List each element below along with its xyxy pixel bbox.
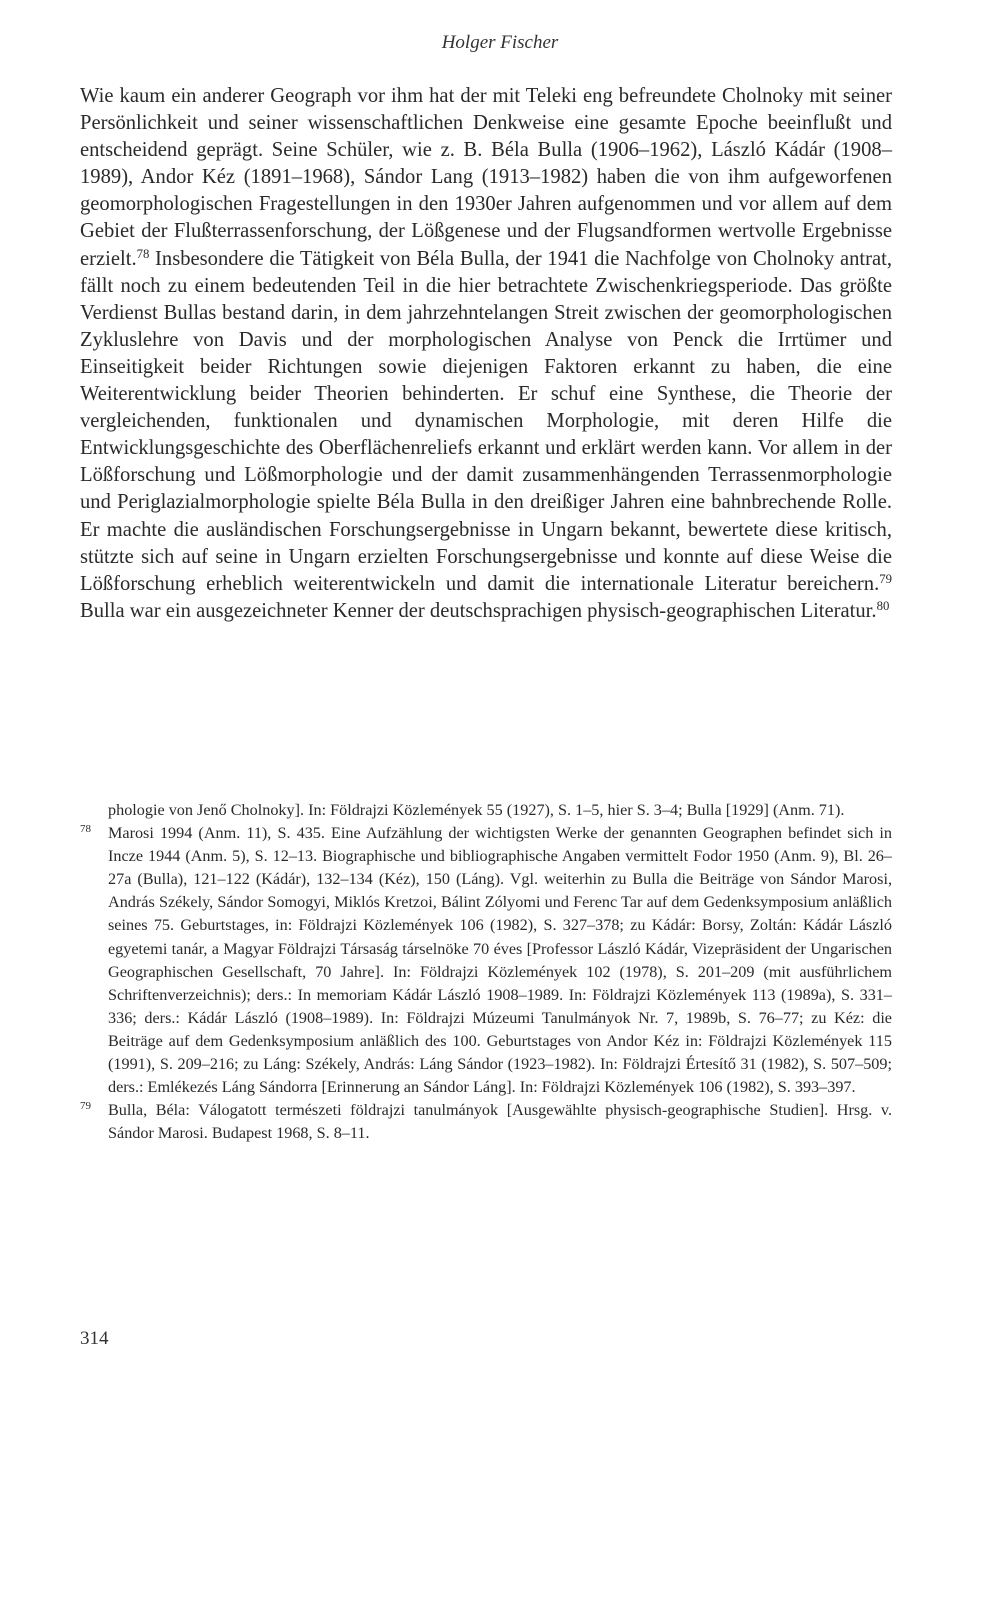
footnote-ref-78[interactable]: 78 [136, 246, 150, 261]
page-number: 314 [80, 1328, 109, 1349]
footnote-79 [80, 1099, 892, 1145]
body-paragraph [80, 83, 892, 625]
main-text [80, 83, 892, 625]
footnote-text: Marosi 1994 (Anm. 11), S. 435. Eine Aufzählung der wichtigsten Werke der genannten Geographen befindet sich in Incze 1944 (Anm. 5), S. 12–13. Biographische und bibliographische Angaben vermittelt Fodor 1950 (Anm. 9), Bl. 26–27a (Bulla), 121–122 (Kádár), 132–134 (Kéz), 150 (Láng). Vgl. weiterhin zu Bulla die Beiträge von Sándor Marosi, András Székely, Sándor Somogyi, Miklós Kretzoi, Bálint Zólyomi und Ferenc Tar auf dem Gedenksymposium anläßlich seines 75. Geburtstages, in: Földrajzi Közlemények 106 (1982), S. 327–378; zu Kádár: Borsy, Zoltán: Kádár László egyetemi tanár, a Magyar Földrajzi Társaság társelnöke 70 éves [Professor László Kádár, Vizepräsident der Ungarischen Geographischen Gesellschaft, 70 Jahre]. In: Földrajzi Közlemények 102 (1978), S. 201–209 (mit ausführlichem Schriftenverzeichnis); ders.: In memoriam Kádár László 1908–1989. In: Földrajzi Közlemények 113 (1989a), S. 331–336; ders.: Kádár László (1908–1989). In: Földrajzi Múzeumi Tanulmányok Nr. 7, 1989b, S. 76–77; zu Kéz: die Beiträge auf dem Gedenksymposium anläßlich des 100. Geburtstages von Andor Kéz in: Földrajzi Közlemények 115 (1991), S. 209–216; zu Láng: Székely, András: Láng Sándor (1923–1982). In: Földrajzi Értesítő 31 (1982), S. 507–509; ders.: Emlékezés Láng Sándorra [Erinnerung an Sándor Láng]. In: Földrajzi Közlemények 106 (1982), S. 393–397. [108, 824, 892, 1097]
body-text: Insbesondere die Tätigkeit von Béla Bulla, der 1941 die Nachfolge von Cholnoky antrat, fällt noch zu einem bedeutenden Teil in die hier betrachtete Zwischenkriegsperiode. Das größte Verdienst Bullas bestand darin, in dem jahrzehntelangen Streit zwischen der geomorphologischen Zykluslehre von Davis und der morphologischen Analyse von Penck die Irrtümer und Einseitigkeit beider Richtungen sowie diejenigen Faktoren erkannt zu haben, die eine Weiterentwicklung beider Theorien behinderten. Er schuf eine Synthese, die Theorie der vergleichenden, funktionalen und dynamischen Morphologie, mit deren Hilfe die Entwicklungsgeschichte des Oberflächenreliefs erkannt und erklärt werden kann. Vor allem in der Lößforschung und Lößmorphologie und der damit zusammenhängenden Terrassenmorphologie und Periglazialmorphologie spielte Béla Bulla in den dreißiger Jahren eine bahnbrechende Rolle. Er machte die ausländischen Forschungsergebnisse in Ungarn bekannt, bewertete diese kritisch, stützte sich auf seine in Ungarn erzielten Forschungsergebnisse und konnte auf diese Weise die Lößforschung erheblich weiterentwickeln und damit die internationale Literatur bereichern. [80, 247, 892, 595]
body-text: Wie kaum ein anderer Geograph vor ihm hat der mit Teleki eng befreundete Cholnoky mit seiner Persönlichkeit und seiner wissenschaftlichen Denkweise eine gesamte Epoche beeinflußt und entscheidend geprägt. Seine Schüler, wie z. B. Béla Bulla (1906–1962), László Kádár (1908–1989), Andor Kéz (1891–1968), Sándor Lang (1913–1982) haben die von ihm aufgeworfenen geomorphologischen Fragestellungen in den 1930er Jahren aufgenommen und vor allem auf dem Gebiet der Flußterrassenforschung, der Lößgenese und der Flugsandformen wertvolle Ergebnisse erzielt. [80, 85, 892, 270]
footnote-ref-80[interactable]: 80 [876, 598, 890, 613]
body-text: Bulla war ein ausgezeichneter Kenner der deutschsprachigen physisch-geographischen Literatur. [80, 599, 877, 622]
footnote-text: Bulla, Béla: Válogatott természeti földrajzi tanulmányok [Ausgewählte physisch-geographische Studien]. Hrsg. v. Sándor Marosi. Budapest 1968, S. 8–11. [108, 1101, 892, 1143]
footnote-mark: 79 [80, 1100, 91, 1113]
footnote-78 [80, 822, 892, 1099]
footnote-ref-79[interactable]: 79 [879, 571, 892, 586]
footnote-text: phologie von Jenő Cholnoky]. In: Földrajzi Közlemények 55 (1927), S. 1–5, hier S. 3–4; Bulla [1929] (Anm. 71). [108, 801, 845, 819]
footnotes [80, 799, 892, 1145]
running-header: Holger Fischer [441, 32, 559, 53]
footnote-continuation [80, 799, 892, 822]
footnote-mark: 78 [80, 823, 91, 836]
